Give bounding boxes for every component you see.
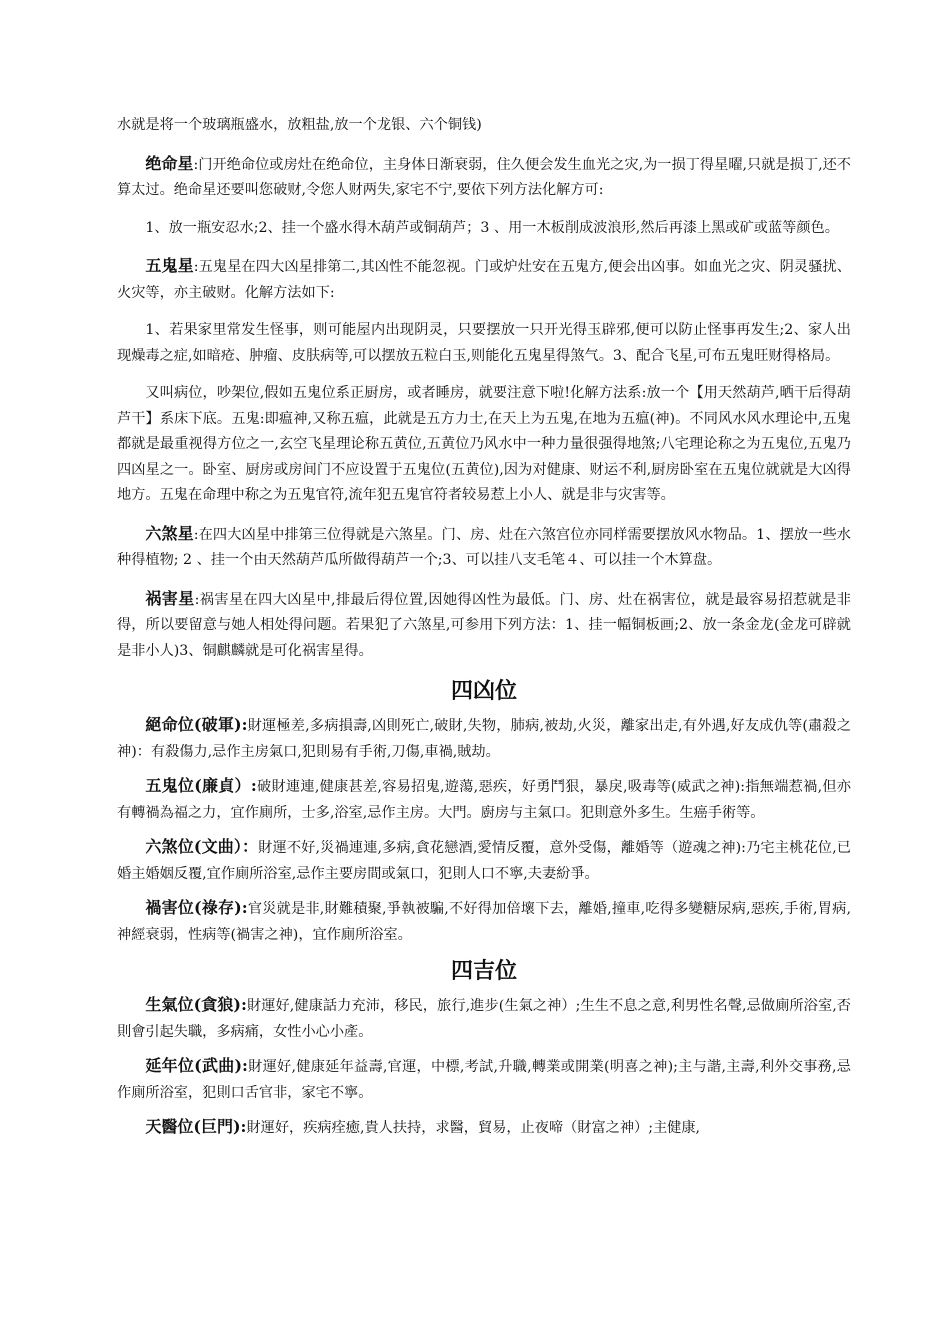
- good-position-sep: :: [242, 1056, 248, 1075]
- intro-paragraph: 水就是将一个玻璃瓶盛水，放粗盐,放一个龙银、六个铜钱): [117, 117, 482, 133]
- bad-position-term: 五鬼位(廉貞）: [145, 776, 251, 795]
- bad-position-paragraph: [117, 773, 851, 826]
- bad-position-text: 財運極差,多病損壽,凶則死亡,破財,失物，肺病,被劫,火災，離家出走,有外遇,好友成仇等(肅殺之神)：有殺傷力,忌作主房氣口,犯則易有手術,刀傷,車禍,賊劫。: [117, 718, 851, 760]
- liusha-star-paragraph: [117, 521, 851, 574]
- document-body: [117, 113, 851, 1150]
- wugui-star-text: 五鬼星在四大凶星排第二,其凶性不能忽视。门或炉灶安在五鬼方,便会出凶事。如血光之灾、阴灵骚扰、火灾等，亦主破财。化解方法如下:: [117, 259, 851, 301]
- liusha-star-sep: :: [193, 526, 199, 543]
- bad-position-paragraph: [117, 895, 851, 948]
- good-position-paragraph: [117, 992, 851, 1045]
- good-position-paragraph: [117, 1053, 851, 1106]
- bad-position-text: 財運不好,災禍連連,多病,貪花戀酒,愛情反覆，意外受傷，離婚等（遊魂之神):乃宅主桃花位,已婚主婚姻反覆,宜作廁所浴室,忌作主要房間或氣口，犯則人口不寧,夫妻紛爭。: [117, 840, 851, 882]
- liusha-star-text: 在四大凶星中排第三位得就是六煞星。门、房、灶在六煞宫位亦同样需要摆放风水物品。1、摆放一些水种得植物; 2 、挂一个由天然葫芦瓜所做得葫芦一个;3、可以挂八支毛笔４、可以挂一个木算盘。: [117, 526, 851, 568]
- wugui-star-sep: :: [193, 259, 199, 275]
- bad-position-sep: :: [250, 776, 257, 795]
- huohai-star-sep: :: [194, 591, 200, 608]
- jueming-star-text: 门开绝命位或房灶在绝命位，主身体日渐衰弱，住久便会发生血光之灾,为一损丁得星曜,只就是损丁,还不算太过。绝命星还要叫您破财,令您人财两失,家宅不宁,要依下列方法化解方可:: [117, 156, 851, 198]
- huohai-star-term: 祸害星: [145, 588, 195, 608]
- good-position-term: 延年位(武曲): [145, 1056, 243, 1075]
- good-position-text: 財運好,健康延年益壽,官運，中標,考試,升職,轉業或開業(明喜之神);主与諧,主壽,利外交事務,忌作廁所浴室，犯則口舌官非，家宅不寧。: [117, 1059, 851, 1101]
- jueming-star-paragraph: [117, 151, 851, 204]
- good-position-paragraph: [117, 1114, 851, 1142]
- wugui-star-term: 五鬼星: [145, 256, 194, 275]
- jueming-star-term: 绝命星: [145, 153, 194, 173]
- wugui-star-remedy: 1、若果家里常发生怪事，则可能屋内出现阴灵，只要摆放一只开光得玉辟邪,便可以防止怪事再发生;2、家人出现燥毒之症,如暗疮、肿瘤、皮肤病等,可以摆放五粒白玉,则能化五鬼星得煞气。3、配合飞星,可布五鬼旺财得格局。: [117, 322, 851, 364]
- huohai-star-paragraph: [117, 586, 851, 665]
- good-position-sep: :: [240, 1117, 247, 1136]
- bad-position-paragraph: [117, 834, 851, 887]
- good-position-term: 生氣位(貪狼): [145, 995, 242, 1014]
- good-position-text: 財運好,健康話力充沛，移民，旅行,進步(生氣之神）;生生不息之意,利男性名聲,忌做廁所浴室,否則會引起失職，多病痛，女性小心小產。: [117, 998, 851, 1040]
- bad-position-term: 禍害位(祿存): [145, 898, 242, 917]
- four-good-positions-heading: 四吉位: [450, 958, 517, 984]
- four-bad-positions-heading: 四凶位: [450, 678, 517, 704]
- liusha-star-term: 六煞星: [145, 523, 194, 543]
- bad-position-text: 官災就是非,財難積聚,爭執被騙,不好得加倍壞下去，離婚,撞車,吃得多變糖尿病,惡疾,手術,胃病,神經衰弱，性病等(禍害之神)，宜作廁所浴室。: [117, 901, 851, 943]
- bad-position-sep: ：: [242, 837, 259, 856]
- bad-position-text: 破財連連,健康甚差,容易招鬼,遊蕩,惡疾，好勇鬥狠，暴戾,吸毒等(威武之神):指無端惹禍,但亦有轉禍為福之力，宜作廁所，士多,浴室,忌作主房。大門。廚房与主氣口。犯則意外多生。生癌手術等。: [117, 779, 851, 821]
- good-position-text: 財運好，疾病痊癒,貴人扶持，求醫，貿易，止夜啼（財富之神）;主健康,: [246, 1120, 701, 1136]
- jueming-star-remedy: 1、放一瓶安忍水;2、挂一个盛水得木葫芦或铜葫芦；3 、用一木板削成波浪形,然后再漆上黑或矿或蓝等颜色。: [145, 219, 839, 236]
- good-position-sep: :: [241, 995, 247, 1014]
- jueming-star-sep: :: [193, 156, 199, 173]
- good-position-term: 天醫位(巨門): [145, 1117, 241, 1136]
- bad-position-sep: :: [241, 715, 248, 734]
- wugui-star-extra: 又叫病位，吵架位,假如五鬼位系正厨房，或者睡房，就要注意下啦!化解方法系:放一个【用天然葫芦,晒干后得葫芦干】系床下底。五鬼:即瘟神,又称五瘟，此就是五方力士,在天上为五鬼,在地为五瘟(神)。不同风水风水理论中,五鬼都就是最重视得方位之一,玄空飞星理论称五黄位,五黄位乃风水中一种力量很强得地煞;八宅理论称之为五鬼位,五鬼乃四凶星之一。卧室、厨房或房间门不应设置于五鬼位(五黄位),因为对健康、财运不利,厨房卧室在五鬼位就就是大凶得地方。五鬼在命理中称之为五鬼官符,流年犯五鬼官符者较易惹上小人、就是非与灾害等。: [117, 385, 851, 503]
- bad-position-sep: :: [241, 898, 248, 917]
- huohai-star-text: 祸害星在四大凶星中,排最后得位置,因她得凶性为最低。门、房、灶在祸害位，就是最容易招惹就是非得，所以要留意与她人相处得问题。若果犯了六煞星,可参用下列方法：1、挂一幅铜板画;2、放一条金龙(金龙可辟就是非小人)3、铜麒麟就是可化祸害星得。: [117, 591, 851, 659]
- bad-position-paragraph: [117, 712, 851, 765]
- bad-position-term: 絕命位(破軍): [145, 715, 242, 734]
- bad-position-term: 六煞位(文曲）: [145, 837, 243, 856]
- wugui-star-paragraph: [117, 253, 851, 306]
